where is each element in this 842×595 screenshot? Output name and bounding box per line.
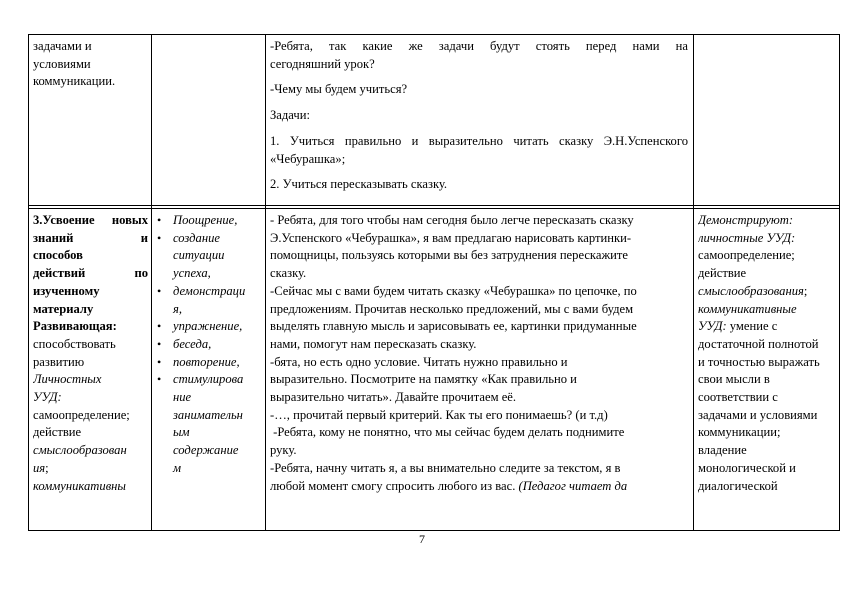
methods-list-item: • упражнение,: [157, 318, 263, 336]
activity-line: -бята, но есть одно условие. Читать нужно правильно и: [270, 354, 568, 369]
page-number: 7: [419, 532, 425, 546]
bullet-icon: •: [157, 372, 162, 387]
activity-line: выразительно читать». Давайте прочитаем её.: [270, 390, 517, 405]
row2-outcomes-cell: [698, 212, 837, 495]
methods-list-item: • беседа,: [157, 336, 263, 354]
bullet-icon: •: [157, 213, 162, 227]
stage-text-line: коммуникативны: [33, 478, 126, 493]
methods-list-item: • создание ситуации успеха,: [157, 230, 225, 281]
stage-text-line: самоопределение;: [33, 407, 130, 422]
task-item: 1. Учиться правильно и выразительно читать сказку Э.Н.Успенского: [270, 133, 688, 148]
activity-line: - Ребята, для того чтобы нам сегодня было легче пересказать сказку: [270, 213, 634, 227]
activity-line: нами, помогут нам пересказать сказку.: [270, 336, 477, 351]
stage-heading-line: знаний и: [33, 230, 148, 245]
table-top-border: [28, 34, 840, 35]
table-bottom-border: [28, 530, 840, 531]
tasks-heading: Задачи:: [270, 108, 310, 123]
stage-text-line: УУД:: [33, 390, 62, 405]
row2-stage-cell: [33, 212, 148, 495]
goal-text-line: задачами и: [33, 39, 92, 53]
activity-line: выразительно. Посмотрите на памятку «Как правильно и: [270, 372, 577, 387]
bullet-icon: •: [157, 283, 162, 298]
outcome-line: действие: [698, 266, 747, 281]
methods-list-item: • стимулирова ние занимательн ым содержание м: [157, 372, 244, 475]
activity-line: помощницы, пользуясь которыми вы без затруднения перескажите: [270, 248, 628, 263]
stage-text-line: способствовать: [33, 336, 116, 351]
outcome-line: достаточной полнотой: [698, 336, 819, 351]
activity-line: -Ребята, начну читать я, а вы внимательно следите за текстом, я в: [270, 460, 621, 475]
activity-line: предложениям. Прочитав несколько предложений, мы с вами будем: [270, 301, 634, 316]
task-item: «Чебурашка»;: [270, 151, 346, 166]
stage-heading-line: 3.Усвоение новых: [33, 213, 148, 227]
activity-line: любой момент смогу спросить любого из вас. (Педагог читает да: [270, 478, 628, 493]
question-line: -Чему мы будем учиться?: [270, 82, 408, 97]
activity-line: -Ребята, кому не понятно, что мы сейчас будем делать поднимите: [270, 425, 625, 440]
outcome-line: УУД: умение с: [698, 319, 778, 334]
stage-heading-line: материалу: [33, 301, 94, 316]
outcome-line: и точностью выражать: [698, 354, 820, 369]
stage-text-line: смыслообразован: [33, 443, 127, 458]
stage-heading-line: действий по: [33, 266, 148, 281]
outcome-line: самоопределение;: [698, 248, 795, 263]
table-left-border: [28, 34, 29, 531]
bullet-icon: •: [157, 336, 162, 351]
column-divider-2: [265, 34, 266, 531]
outcome-line: смыслообразования;: [698, 283, 808, 298]
row-divider: [28, 205, 840, 206]
outcome-line: задачами и условиями: [698, 407, 818, 422]
outcome-line: владение: [698, 443, 747, 458]
row1-teacher-activity-cell: [270, 38, 688, 194]
outcome-line: коммуникации;: [698, 425, 781, 440]
outcome-line: личностные УУД:: [698, 230, 796, 245]
activity-line: -…, прочитай первый критерий. Как ты его понимаешь? (и т.д): [270, 407, 608, 422]
outcome-line: коммуникативные: [698, 301, 797, 316]
outcome-line: Демонстрируют:: [698, 213, 794, 227]
bullet-icon: •: [157, 319, 162, 334]
activity-line: Э.Успенского «Чебурашка», я вам предлагаю нарисовать картинки-: [270, 230, 632, 245]
stage-text-line: ия;: [33, 460, 49, 475]
bullet-icon: •: [157, 354, 162, 369]
stage-text-line: действие: [33, 425, 82, 440]
activity-line: выделять главную мысль и зарисовывать ее, картинки придуманные: [270, 319, 637, 334]
stage-subheading: Развивающая:: [33, 319, 117, 334]
column-divider-3: [693, 34, 694, 531]
methods-list: [157, 212, 263, 478]
methods-list-item: • Поощрение,: [157, 212, 263, 230]
bullet-icon: •: [157, 230, 162, 245]
question-line: -Ребята, так какие же задачи будут стоять перед нами на: [270, 39, 688, 53]
outcome-line: соответствии с: [698, 390, 778, 405]
outcome-line: свои мысли в: [698, 372, 770, 387]
goal-text-line: коммуникации.: [33, 74, 116, 89]
stage-heading-line: способов: [33, 248, 83, 263]
table-right-border: [839, 34, 840, 531]
question-line: сегодняшний урок?: [270, 56, 375, 71]
methods-list-item: • демонстраци я,: [157, 283, 246, 316]
stage-heading-line: изученному: [33, 283, 100, 298]
column-divider-1: [151, 34, 152, 531]
methods-list-item: • повторение,: [157, 354, 263, 372]
row2-methods-cell: [157, 212, 263, 478]
row-divider-inner: [28, 208, 840, 209]
outcome-line: монологической и: [698, 460, 796, 475]
outcome-line: диалогической: [698, 478, 778, 493]
activity-line: сказку.: [270, 266, 307, 281]
activity-line: -Сейчас мы с вами будем читать сказку «Чебурашка» по цепочке, по: [270, 283, 637, 298]
row1-goal-cell: [33, 38, 148, 91]
task-item: 2. Учиться пересказывать сказку.: [270, 177, 448, 192]
activity-line: руку.: [270, 443, 297, 458]
stage-text-line: развитию: [33, 354, 85, 369]
row2-teacher-activity-cell: [270, 212, 688, 495]
goal-text-line: условиями: [33, 56, 91, 71]
stage-text-line: Личностных: [33, 372, 102, 387]
